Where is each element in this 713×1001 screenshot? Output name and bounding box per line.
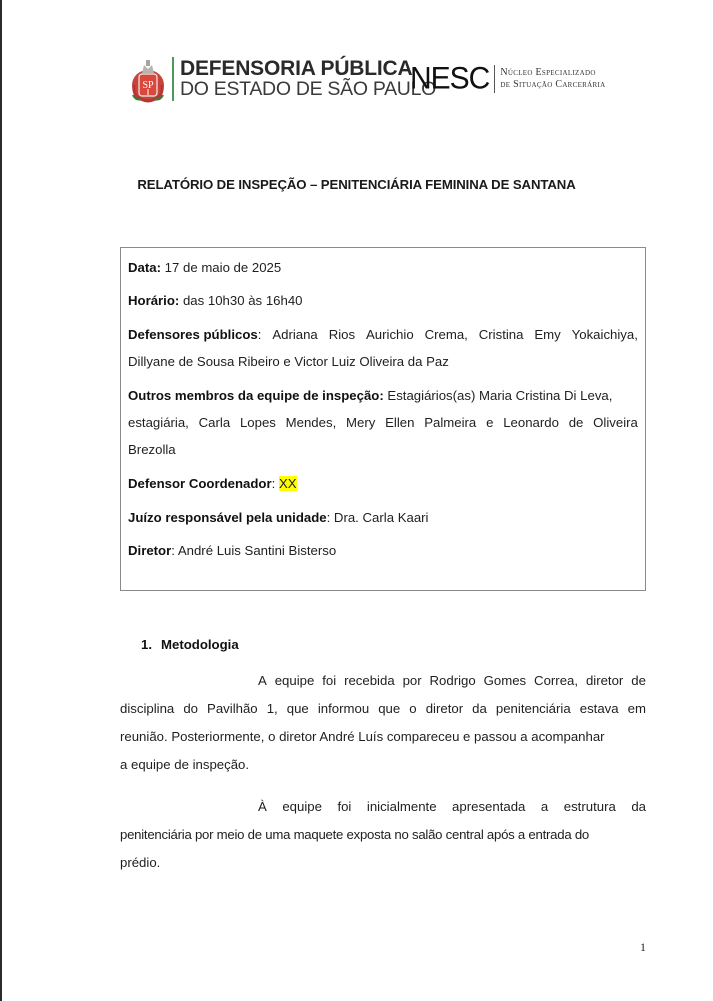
word: Crema, — [424, 327, 468, 342]
word: foi — [322, 673, 337, 688]
word: diretor — [585, 673, 624, 688]
other-members-label: Outros membros da equipe de inspeção: — [128, 388, 384, 403]
info-time — [128, 293, 638, 308]
other-members-value: Estagiários(as) Maria Cristina Di Leva, — [383, 388, 613, 403]
court-value: : Dra. Carla Kaari — [326, 510, 429, 525]
document-title: RELATÓRIO DE INSPEÇÃO – PENITENCIÁRIA FEMININA DE SANTANA — [137, 177, 576, 192]
logo-divider — [172, 57, 174, 101]
word: Oliveira — [593, 415, 638, 430]
coordinator-label: Defensor Coordenador — [128, 476, 272, 491]
section-title: Metodologia — [161, 637, 239, 652]
word: equipe — [274, 673, 315, 688]
word: em — [627, 701, 646, 716]
word: disciplina — [120, 701, 175, 716]
word: de — [568, 415, 584, 430]
word: foi — [337, 799, 352, 814]
word: Adriana — [272, 327, 318, 342]
word: inicialmente — [366, 799, 437, 814]
word: Correa, — [534, 673, 579, 688]
word: da — [631, 799, 646, 814]
word: Mendes, — [285, 415, 337, 430]
sp-state-crest-icon — [128, 55, 168, 103]
info-other-members-line3: Brezolla — [128, 442, 176, 457]
word: recebida — [344, 673, 395, 688]
word: penitenciária — [495, 701, 571, 716]
defenders-label: Defensores públicos — [128, 327, 258, 342]
word: À — [258, 799, 267, 814]
page-number: 1 — [640, 940, 646, 954]
colon: : — [271, 476, 279, 491]
info-other-members-line2 — [128, 415, 638, 430]
word: o — [409, 701, 417, 716]
word: apresentada — [452, 799, 526, 814]
date-label: Data: — [128, 260, 161, 275]
word: do — [183, 701, 198, 716]
nesc-wordmark — [500, 67, 605, 92]
word: A — [258, 673, 267, 688]
nesc-mark: NESC — [410, 61, 490, 96]
word: Mery — [346, 415, 376, 430]
word: estagiária, — [128, 415, 189, 430]
section-heading-methodology — [141, 637, 239, 652]
word: que — [378, 701, 401, 716]
word: da — [472, 701, 487, 716]
word: por — [402, 673, 422, 688]
defensoria-logo — [128, 55, 436, 103]
defensoria-name: DEFENSORIA PÚBLICA — [180, 57, 413, 81]
word: Pavilhão — [207, 701, 258, 716]
word: Rodrigo — [429, 673, 476, 688]
info-coordinator — [128, 476, 638, 491]
nesc-logo — [410, 61, 606, 96]
nesc-line2: de Situação Carcerária — [500, 79, 606, 90]
info-defenders-line1: Defensores públicos: Adriana Rios Aurichio Crema, Cristina Emy Yokaichiya, — [128, 327, 638, 342]
nesc-divider — [494, 65, 495, 93]
director-value: : André Luis Santini Bisterso — [171, 543, 337, 558]
word: Ellen — [385, 415, 415, 430]
word: estrutura — [563, 799, 616, 814]
word: Cristina — [478, 327, 524, 342]
paragraph2-line2: penitenciária por meio de uma maquete exposta no salão central após a entrada do — [120, 827, 589, 842]
info-director — [128, 543, 638, 558]
word: Carla — [198, 415, 231, 430]
svg-text:SP: SP — [142, 80, 154, 91]
word: e — [486, 415, 494, 430]
paragraph2-line3: prédio. — [120, 855, 161, 870]
word: Leonardo — [503, 415, 559, 430]
word: equipe — [282, 799, 322, 814]
paragraph1-line1 — [258, 673, 646, 688]
word: diretor — [425, 701, 464, 716]
court-label: Juízo responsável pela unidade — [128, 510, 327, 525]
time-value: das 10h30 às 16h40 — [179, 293, 303, 308]
info-court — [128, 510, 638, 525]
word: informou — [317, 701, 370, 716]
info-defenders-line2: Dillyane de Sousa Ribeiro e Victor Luiz Oliveira da Paz — [128, 354, 449, 369]
date-value: 17 de maio de 2025 — [160, 260, 282, 275]
paragraph1-line3: reunião. Posteriormente, o diretor André Luís compareceu e passou a acompanhar — [120, 729, 605, 744]
paragraph1-line4: a equipe de inspeção. — [120, 757, 250, 772]
word: Aurichio — [366, 327, 414, 342]
word: a — [540, 799, 549, 814]
director-label: Diretor — [128, 543, 172, 558]
word: Yokaichiya, — [571, 327, 638, 342]
paragraph1-line2 — [120, 701, 646, 716]
coordinator-value-highlighted: XX — [278, 476, 297, 491]
word: 1, — [266, 701, 278, 716]
inspection-info-box — [120, 247, 646, 591]
word: Emy — [534, 327, 561, 342]
info-date — [128, 260, 638, 275]
defensoria-wordmark — [180, 58, 436, 100]
word: Gomes — [483, 673, 527, 688]
section-number: 1. — [141, 637, 152, 652]
word: estava — [579, 701, 619, 716]
time-label: Horário: — [128, 293, 180, 308]
word: Palmeira — [424, 415, 477, 430]
word: Rios — [328, 327, 356, 342]
nesc-line1: Núcleo Especializado — [500, 66, 596, 78]
word: que — [286, 701, 309, 716]
word: Lopes — [239, 415, 276, 430]
word: de — [631, 673, 646, 688]
defensoria-state: DO ESTADO DE SÃO PAULO — [180, 78, 436, 101]
paragraph2-line1 — [258, 799, 646, 814]
info-other-members-line1 — [128, 388, 638, 403]
